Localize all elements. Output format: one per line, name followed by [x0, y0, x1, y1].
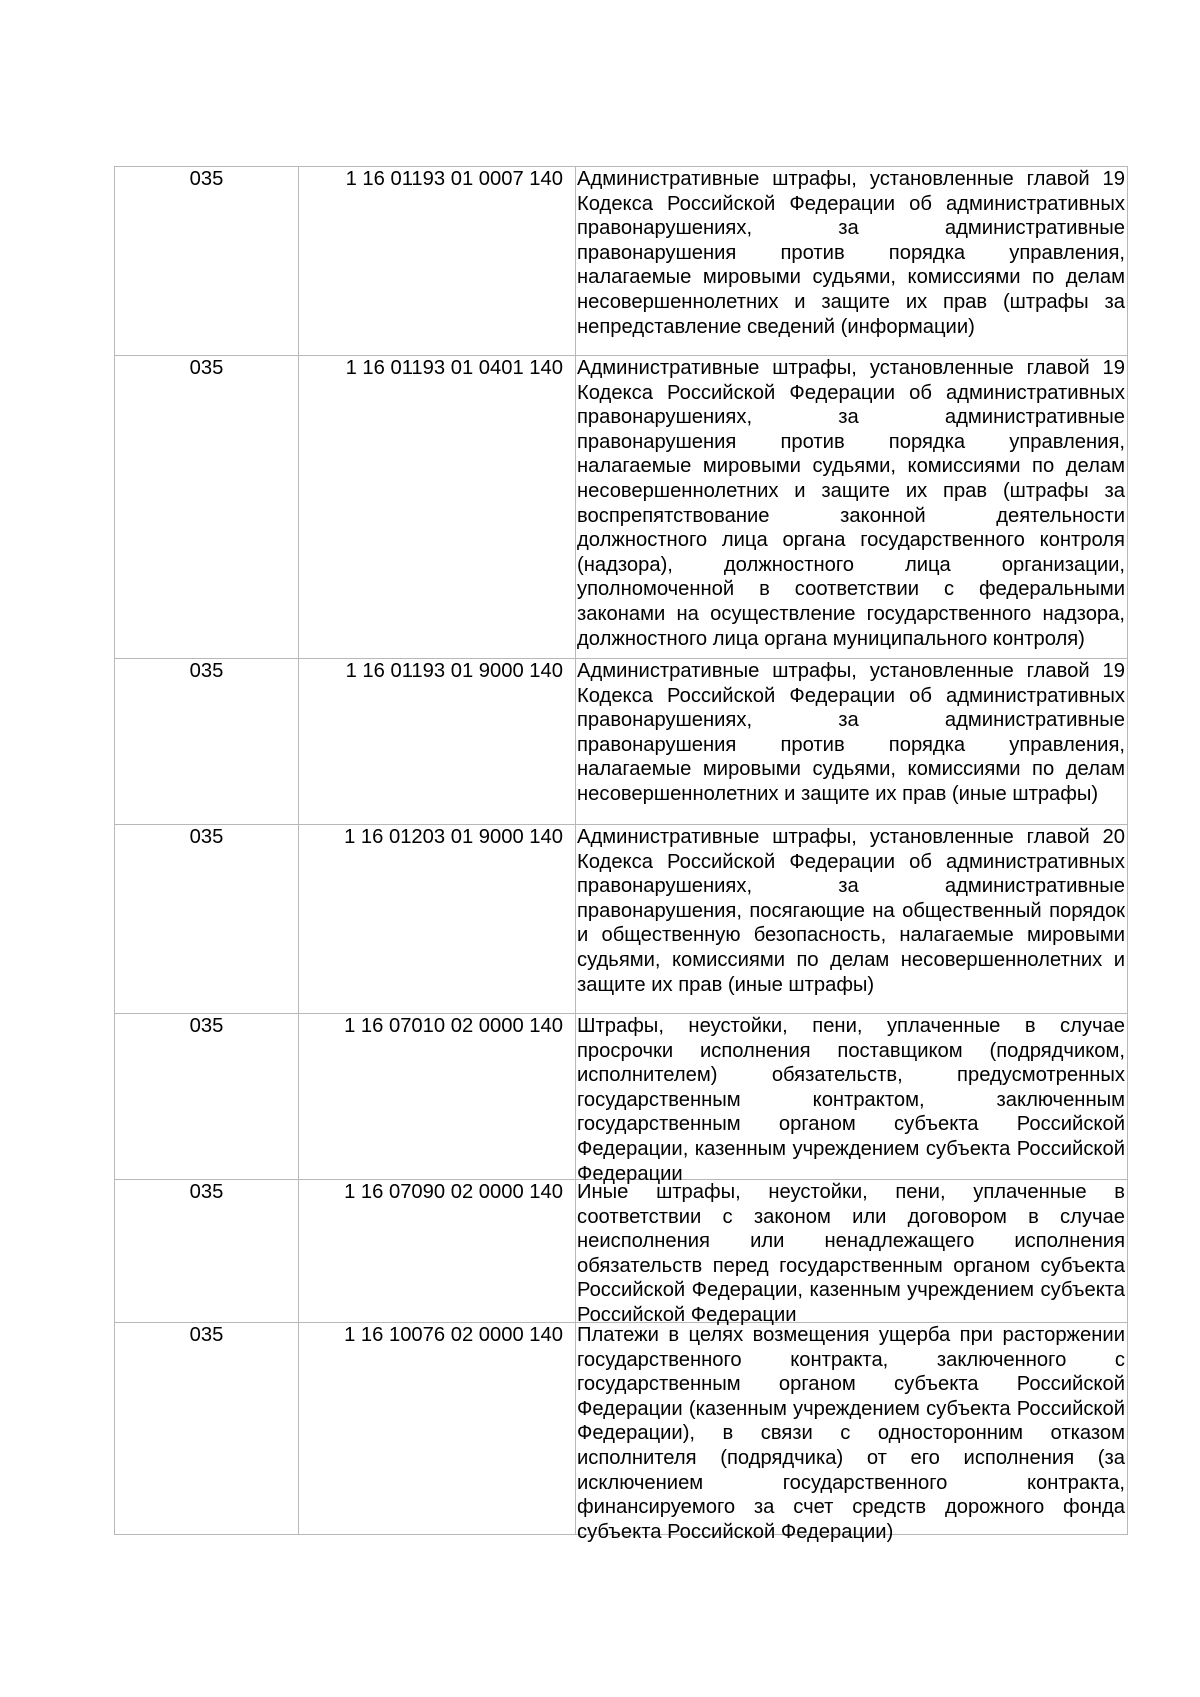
description-cell: Административные штрафы, установленные главой 19 Кодекса Российской Федерации об административных правонарушениях, за административные правонарушения против порядка управления, налагаемые мировыми судьями, комиссиями по делам несовершеннолетних и защите их прав (штрафы за непредставление сведений (информации) [576, 167, 1128, 356]
budget-code-cell: 1 16 01203 01 9000 140 [299, 825, 576, 1014]
description-cell: Административные штрафы, установленные главой 20 Кодекса Российской Федерации об административных правонарушениях, за административные правонарушения, посягающие на общественный порядок и общественную безопасность, налагаемые мировыми судьями, комиссиями по делам несовершеннолетних и защите их прав (иные штрафы) [576, 825, 1128, 1014]
budget-code-cell: 1 16 10076 02 0000 140 [299, 1323, 576, 1535]
budget-code-cell: 1 16 01193 01 9000 140 [299, 659, 576, 825]
description-cell: Платежи в целях возмещения ущерба при расторжении государственного контракта, заключенного с государственным органом субъекта Российской Федерации (казенным учреждением субъекта Российской Федерации), в связи с односторонним отказом исполнителя (подрядчика) от его исполнения (за исключением государственного контракта, финансируемого за счет средств дорожного фонда субъекта Российской Федерации) [576, 1323, 1128, 1535]
table-row [115, 167, 1128, 356]
budget-code-cell: 1 16 07090 02 0000 140 [299, 1180, 576, 1323]
table-row [115, 659, 1128, 825]
admin-code-cell: 035 [115, 659, 299, 825]
table-row [115, 1014, 1128, 1180]
table-row [115, 1180, 1128, 1323]
table-row [115, 1323, 1128, 1535]
admin-code-cell: 035 [115, 1323, 299, 1535]
admin-code-cell: 035 [115, 825, 299, 1014]
description-cell: Административные штрафы, установленные главой 19 Кодекса Российской Федерации об административных правонарушениях, за административные правонарушения против порядка управления, налагаемые мировыми судьями, комиссиями по делам несовершеннолетних и защите их прав (иные штрафы) [576, 659, 1128, 825]
admin-code-cell: 035 [115, 356, 299, 659]
description-cell: Иные штрафы, неустойки, пени, уплаченные в соответствии с законом или договором в случае неисполнения или ненадлежащего исполнения обязательств перед государственным органом субъекта Российской Федерации, казенным учреждением субъекта Российской Федерации [576, 1180, 1128, 1323]
description-cell: Административные штрафы, установленные главой 19 Кодекса Российской Федерации об административных правонарушениях, за административные правонарушения против порядка управления, налагаемые мировыми судьями, комиссиями по делам несовершеннолетних и защите их прав (штрафы за воспрепятствование законной деятельности должностного лица органа государственного контроля (надзора), должностного лица организации, уполномоченной в соответствии с федеральными законами на осуществление государственного надзора, должностного лица органа муниципального контроля) [576, 356, 1128, 659]
table-row [115, 825, 1128, 1014]
admin-code-cell: 035 [115, 1014, 299, 1180]
admin-code-cell: 035 [115, 167, 299, 356]
budget-code-cell: 1 16 07010 02 0000 140 [299, 1014, 576, 1180]
description-cell: Штрафы, неустойки, пени, уплаченные в случае просрочки исполнения поставщиком (подрядчиком, исполнителем) обязательств, предусмотренных государственным контрактом, заключенным государственным органом субъекта Российской Федерации, казенным учреждением субъекта Российской Федерации [576, 1014, 1128, 1180]
revenue-codes-table [114, 166, 1128, 1543]
admin-code-cell: 035 [115, 1180, 299, 1323]
budget-code-cell: 1 16 01193 01 0401 140 [299, 356, 576, 659]
budget-code-cell: 1 16 01193 01 0007 140 [299, 167, 576, 356]
table-row [115, 356, 1128, 659]
